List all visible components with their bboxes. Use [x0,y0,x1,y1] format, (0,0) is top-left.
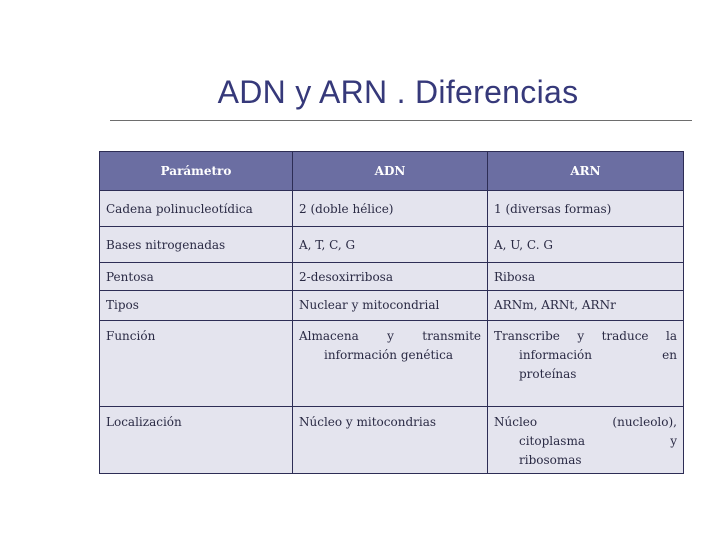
arn-localizacion-line-1: Núcleo (nucleolo), [494,415,677,429]
slide-title: ADN y ARN . Diferencias [217,74,579,110]
row-arn-cell [488,407,684,474]
table-row [100,407,684,474]
arn-funcion-line-2: información en [519,348,677,362]
row-arn-cell: A, U, C. G [488,227,684,263]
row-adn-cell [293,321,488,407]
table-row [100,291,684,321]
arn-funcion-line-1: Transcribe y traduce la [494,329,677,343]
arn-funcion-line-3: proteínas [519,367,577,381]
adn-funcion-line-1: Almacena y transmite [299,329,481,343]
row-adn-cell: A, T, C, G [293,227,488,263]
row-param-cell: Tipos [100,291,293,321]
row-arn-cell: ARNm, ARNt, ARNr [488,291,684,321]
header-arn: ARN [488,152,684,191]
row-adn-cell: Nuclear y mitocondrial [293,291,488,321]
row-arn-cell: Ribosa [488,263,684,291]
header-adn: ADN [293,152,488,191]
row-param-cell: Función [100,321,293,407]
row-arn-cell: 1 (diversas formas) [488,191,684,227]
row-param-cell: Bases nitrogenadas [100,227,293,263]
comparison-table [99,151,684,474]
row-adn-cell: Núcleo y mitocondrias [293,407,488,474]
adn-funcion-line-2: información genética [324,348,453,362]
arn-localizacion-line-3: ribosomas [519,453,582,467]
title-divider [110,120,692,121]
header-parametro: Parámetro [100,152,293,191]
row-param-cell: Cadena polinucleotídica [100,191,293,227]
arn-localizacion-line-2: citoplasma y [519,434,677,448]
row-adn-cell: 2 (doble hélice) [293,191,488,227]
table-row [100,263,684,291]
row-adn-cell: 2-desoxirribosa [293,263,488,291]
table-row [100,191,684,227]
table-row [100,227,684,263]
row-param-cell: Pentosa [100,263,293,291]
table-row [100,321,684,407]
table-header-row [100,152,684,191]
row-arn-cell [488,321,684,407]
row-param-cell: Localización [100,407,293,474]
